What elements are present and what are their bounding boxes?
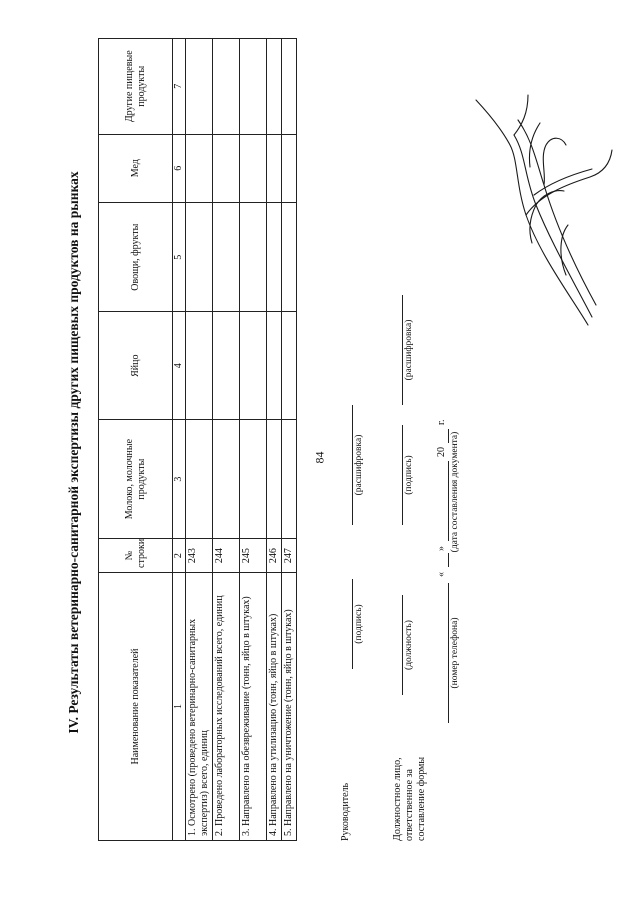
date-year-prefix: 20 [436,447,447,457]
page-number: 84 [312,451,327,464]
row-code: 243 [186,539,213,573]
header-eggs: Яйцо [99,312,173,419]
head-label: Руководитель [340,782,351,841]
column-number: 2 [173,539,186,573]
cell-eggs[interactable] [267,312,282,419]
table-row [267,39,282,841]
row-code: 246 [267,539,282,573]
cell-honey[interactable] [186,134,213,202]
cell-honey[interactable] [240,134,267,202]
row-code: 247 [282,539,297,573]
cell-honey[interactable] [267,134,282,202]
row-name: 2. Проведено лабораторных исследований всего, единиц [213,572,240,840]
date-month-line [448,461,449,541]
row-name: 4. Направлено на утилизацию (тонн, яйцо в штуках) [267,572,282,840]
column-number: 7 [173,39,186,135]
cell-milk[interactable] [213,419,240,538]
table-row [186,39,213,841]
date-day-line [448,553,449,567]
header-vegetables: Овощи, фрукты [99,202,173,312]
row-code: 244 [213,539,240,573]
column-number: 1 [173,572,186,840]
row-name: 5. Направлено на уничтожение (тонн, яйцо в штуках) [282,572,297,840]
responsible-label: Должностное лицо, ответственное за составление формы [392,756,427,841]
column-number: 6 [173,134,186,202]
cell-other-food[interactable] [267,39,282,135]
cell-other-food[interactable] [282,39,297,135]
table-row [213,39,240,841]
head-signature-caption: (подпись) [354,604,364,644]
column-number: 3 [173,419,186,538]
responsible-position-line [402,595,403,695]
cell-other-food[interactable] [186,39,213,135]
cell-eggs[interactable] [186,312,213,419]
table-row [240,39,267,841]
cell-vegetables[interactable] [267,202,282,312]
cell-honey[interactable] [282,134,297,202]
date-open-quote: « [436,572,447,577]
head-signature-line [352,579,353,669]
row-name: 3. Направлено на обезвреживание (тонн, яйцо в штуках) [240,572,267,840]
header-honey: Мед [99,134,173,202]
cell-other-food[interactable] [240,39,267,135]
section-title: IV. Результаты ветеринарно-санитарной экспертизы других пищевых продуктов на рынках [66,171,81,734]
column-number: 5 [173,202,186,312]
responsible-decode-caption: (расшифровка) [404,319,414,381]
date-caption: (дата составления документа) [450,431,460,553]
table-header-row [99,39,173,841]
responsible-signature-line [402,425,403,525]
responsible-signature-caption: (подпись) [404,455,414,495]
cell-milk[interactable] [282,419,297,538]
table-row [282,39,297,841]
cell-milk[interactable] [186,419,213,538]
cell-vegetables[interactable] [186,202,213,312]
date-close-quote: » [436,546,447,551]
cell-eggs[interactable] [213,312,240,419]
cell-eggs[interactable] [282,312,297,419]
cell-vegetables[interactable] [213,202,240,312]
handwritten-signature [470,85,620,335]
cell-other-food[interactable] [213,39,240,135]
head-decode-line [352,405,353,525]
results-table [98,38,297,841]
header-row-number: № строки [99,539,173,573]
responsible-decode-line [402,295,403,405]
cell-honey[interactable] [213,134,240,202]
date-year-line [448,429,449,443]
cell-vegetables[interactable] [282,202,297,312]
row-code: 245 [240,539,267,573]
date-year-suffix: г. [436,419,447,425]
cell-milk[interactable] [267,419,282,538]
cell-vegetables[interactable] [240,202,267,312]
phone-line [448,583,449,723]
head-decode-caption: (расшифровка) [354,434,364,496]
row-name: 1. Осмотрено (проведено ветеринарно-санитарных экспертиз) всего, единиц [186,572,213,840]
phone-caption: (номер телефона) [450,617,460,689]
header-name: Наименование показателей [99,572,173,840]
responsible-position-caption: (должность) [404,620,414,670]
header-milk: Молоко, молочные продукты [99,419,173,538]
column-number-row [173,39,186,841]
cell-milk[interactable] [240,419,267,538]
cell-eggs[interactable] [240,312,267,419]
header-other-food: Другие пищевые продукты [99,39,173,135]
column-number: 4 [173,312,186,419]
